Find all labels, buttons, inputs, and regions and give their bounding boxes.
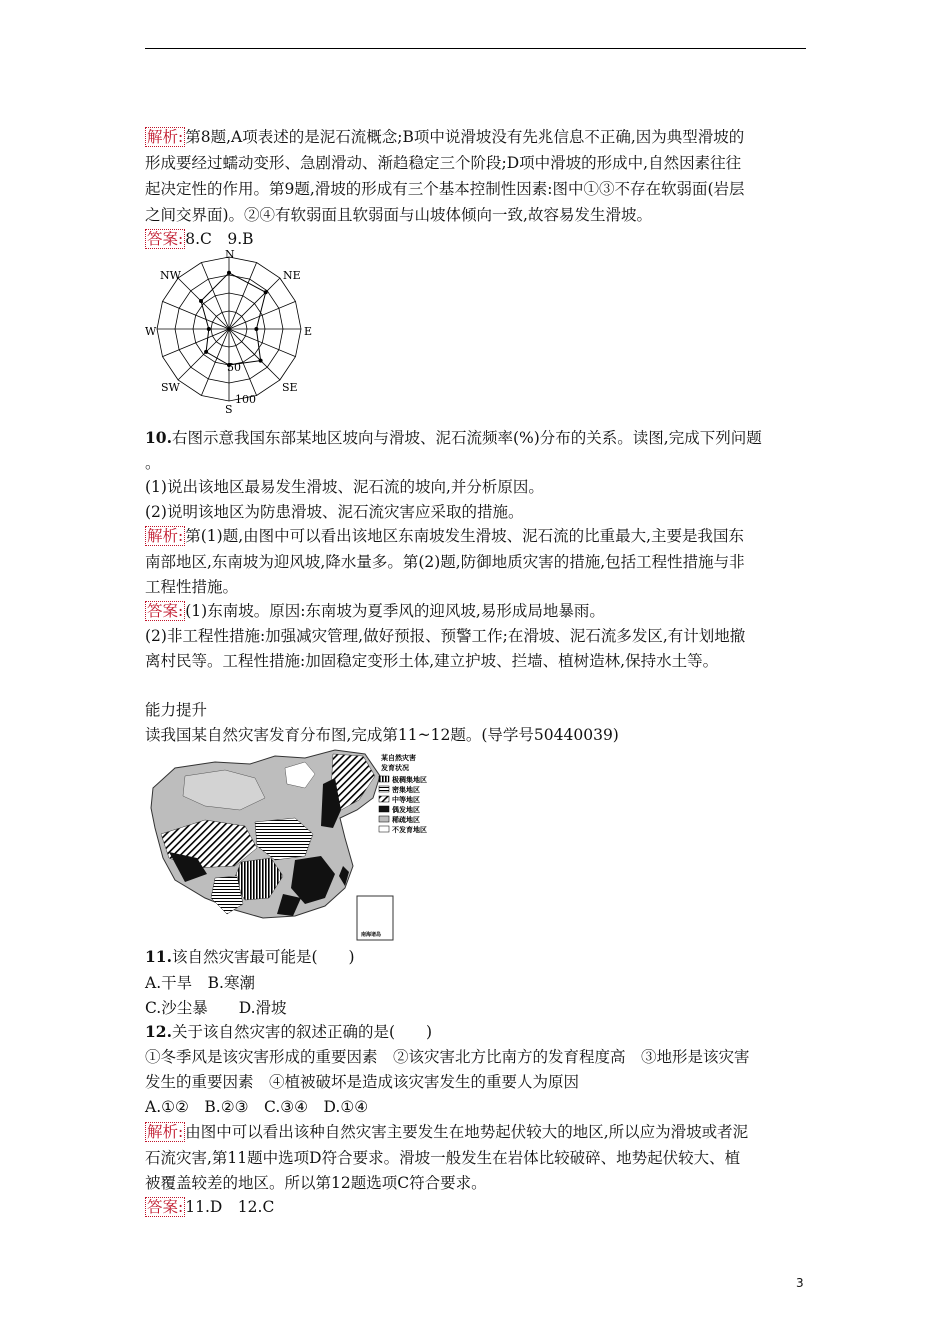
legend-item-2: 密集地区: [392, 786, 420, 794]
analysis-tag: 解析:: [147, 128, 184, 146]
dir-w: W: [145, 325, 157, 338]
q12-options: A.①② B.②③ C.③④ D.①④: [145, 1098, 369, 1116]
china-disaster-map: [145, 748, 445, 943]
legend-swatch-dense: [379, 786, 389, 792]
legend-swatch-medium: [379, 796, 389, 802]
q10-answer-line-1: 答案: (1)东南坡。原因:东南坡为夏季风的迎风坡,易形成局地暴雨。: [147, 602, 605, 620]
page-number: 3: [796, 1276, 804, 1290]
q11-options-2: C.沙尘暴 D.滑坡: [145, 999, 287, 1017]
legend-item-5: 稀疏地区: [392, 816, 420, 824]
q8-9-answer: 答案: 8.C 9.B: [147, 230, 254, 248]
frequency-point-nw: [199, 299, 203, 303]
q10-answer-line-2: (2)非工程性措施:加强减灾管理,做好预报、预警工作;在滑坡、泥石流多发区,有计划地撤: [145, 627, 746, 645]
answer-tag: 答案:: [147, 230, 184, 248]
q11-12-analysis-line-2: 石流灾害,第11题中选项D符合要求。滑坡一般发生在岩体比较破碎、地势起伏较大、植: [145, 1149, 741, 1167]
frequency-point-se: [259, 359, 263, 363]
section-intro: 读我国某自然灾害发育分布图,完成第11~12题。(导学号50440039): [145, 726, 619, 744]
legend-item-1: 极稠集地区: [392, 776, 427, 784]
q8-9-analysis-line-4: 之间交界面)。②④有软弱面且软弱面与山坡体倾向一致,故容易发生滑坡。: [145, 206, 652, 224]
q11-options-1: A.干旱 B.寒潮: [145, 974, 255, 992]
q10-sub-1: (1)说出该地区最易发生滑坡、泥石流的坡向,并分析原因。: [145, 478, 544, 496]
section-title: 能力提升: [145, 701, 208, 719]
frequency-point-n: [227, 271, 231, 275]
rose-spoke: [229, 278, 280, 329]
legend-swatch-occasional: [379, 806, 389, 812]
dir-n: N: [225, 248, 235, 261]
slope-aspect-rose-chart: [145, 245, 320, 415]
rose-spoke: [178, 278, 229, 329]
dir-s: S: [225, 403, 233, 415]
q10-answer-line-3: 离村民等。工程性措施:加固稳定变形土体,建立护坡、拦墙、植树造林,保持水土等。: [145, 652, 719, 670]
q12-stem: 12.关于该自然灾害的叙述正确的是( ): [145, 1022, 433, 1041]
rose-spoke: [178, 329, 229, 380]
answer-tag: 答案:: [147, 1198, 184, 1216]
q8-9-analysis-line-3: 起决定性的作用。第9题,滑坡的形成有三个基本控制性因素:图中①③不存在软弱面(岩层: [145, 180, 745, 198]
frequency-point-sw: [204, 350, 208, 354]
q12-statement-2: 发生的重要因素 ④植被破坏是造成该灾害发生的重要人为原因: [145, 1073, 580, 1091]
dir-sw: SW: [161, 381, 180, 394]
legend-item-6: 不发育地区: [392, 826, 427, 834]
q11-stem: 11.该自然灾害最可能是( ): [145, 947, 355, 966]
frequency-point-e: [254, 327, 258, 331]
analysis-tag: 解析:: [147, 527, 184, 545]
legend-item-4: 偶发地区: [392, 806, 420, 814]
q10-analysis-line-3: 工程性措施。: [145, 578, 239, 596]
q10-stem-cont: 。: [145, 454, 161, 472]
legend-title-1: 某自然灾害: [381, 754, 416, 762]
q10-analysis-line-2: 南部地区,东南坡为迎风坡,降水量多。第(2)题,防御地质灾害的措施,包括工程性措施与非: [145, 553, 745, 571]
legend-swatch-sparse: [379, 816, 389, 822]
legend-swatch-very-dense: [379, 776, 389, 782]
dir-nw: NW: [160, 269, 181, 282]
ring-label-100: 100: [235, 393, 256, 406]
answer-tag: 答案:: [147, 602, 184, 620]
q10-sub-2: (2)说明该地区为防患滑坡、泥石流灾害应采取的措施。: [145, 503, 524, 521]
q11-12-answer: 答案: 11.D 12.C: [147, 1198, 275, 1216]
dir-e: E: [304, 325, 313, 338]
legend-item-3: 中等地区: [392, 796, 420, 804]
dir-ne: NE: [283, 269, 301, 282]
q11-12-analysis-line-3: 被覆盖较差的地区。所以第12题选项C符合要求。: [145, 1174, 487, 1192]
q10-stem: 10.右图示意我国东部某地区坡向与滑坡、泥石流频率(%)分布的关系。读图,完成下列问题: [145, 428, 762, 447]
frequency-point-w: [207, 327, 211, 331]
legend-swatch-none: [379, 826, 389, 832]
dir-se: SE: [282, 381, 298, 394]
q11-12-analysis-line-1: 解析: 由图中可以看出该种自然灾害主要发生在地势起伏较大的地区,所以应为滑坡或者泥: [147, 1123, 749, 1141]
q10-analysis-line-1: 解析: 第(1)题,由图中可以看出该地区东南坡发生滑坡、泥石流的比重最大,主要是我国东: [147, 527, 745, 545]
analysis-tag: 解析:: [147, 1123, 184, 1141]
q8-9-analysis-line-1: 解析: 第8题,A项表述的是泥石流概念;B项中说滑坡没有先兆信息不正确,因为典型滑坡的: [147, 128, 745, 146]
q8-9-analysis-line-2: 形成要经过蠕动变形、急剧滑动、渐趋稳定三个阶段;D项中滑坡的形成中,自然因素往往: [145, 154, 742, 172]
ring-label-50: 50: [227, 361, 241, 374]
inset-label: 南海诸岛: [361, 932, 382, 938]
q12-statement-1: ①冬季风是该灾害形成的重要因素 ②该灾害北方比南方的发育程度高 ③地形是该灾害: [145, 1048, 750, 1066]
frequency-point-ne: [264, 290, 268, 294]
legend-title-2: 发育状况: [381, 764, 409, 772]
header-rule: [145, 48, 806, 49]
